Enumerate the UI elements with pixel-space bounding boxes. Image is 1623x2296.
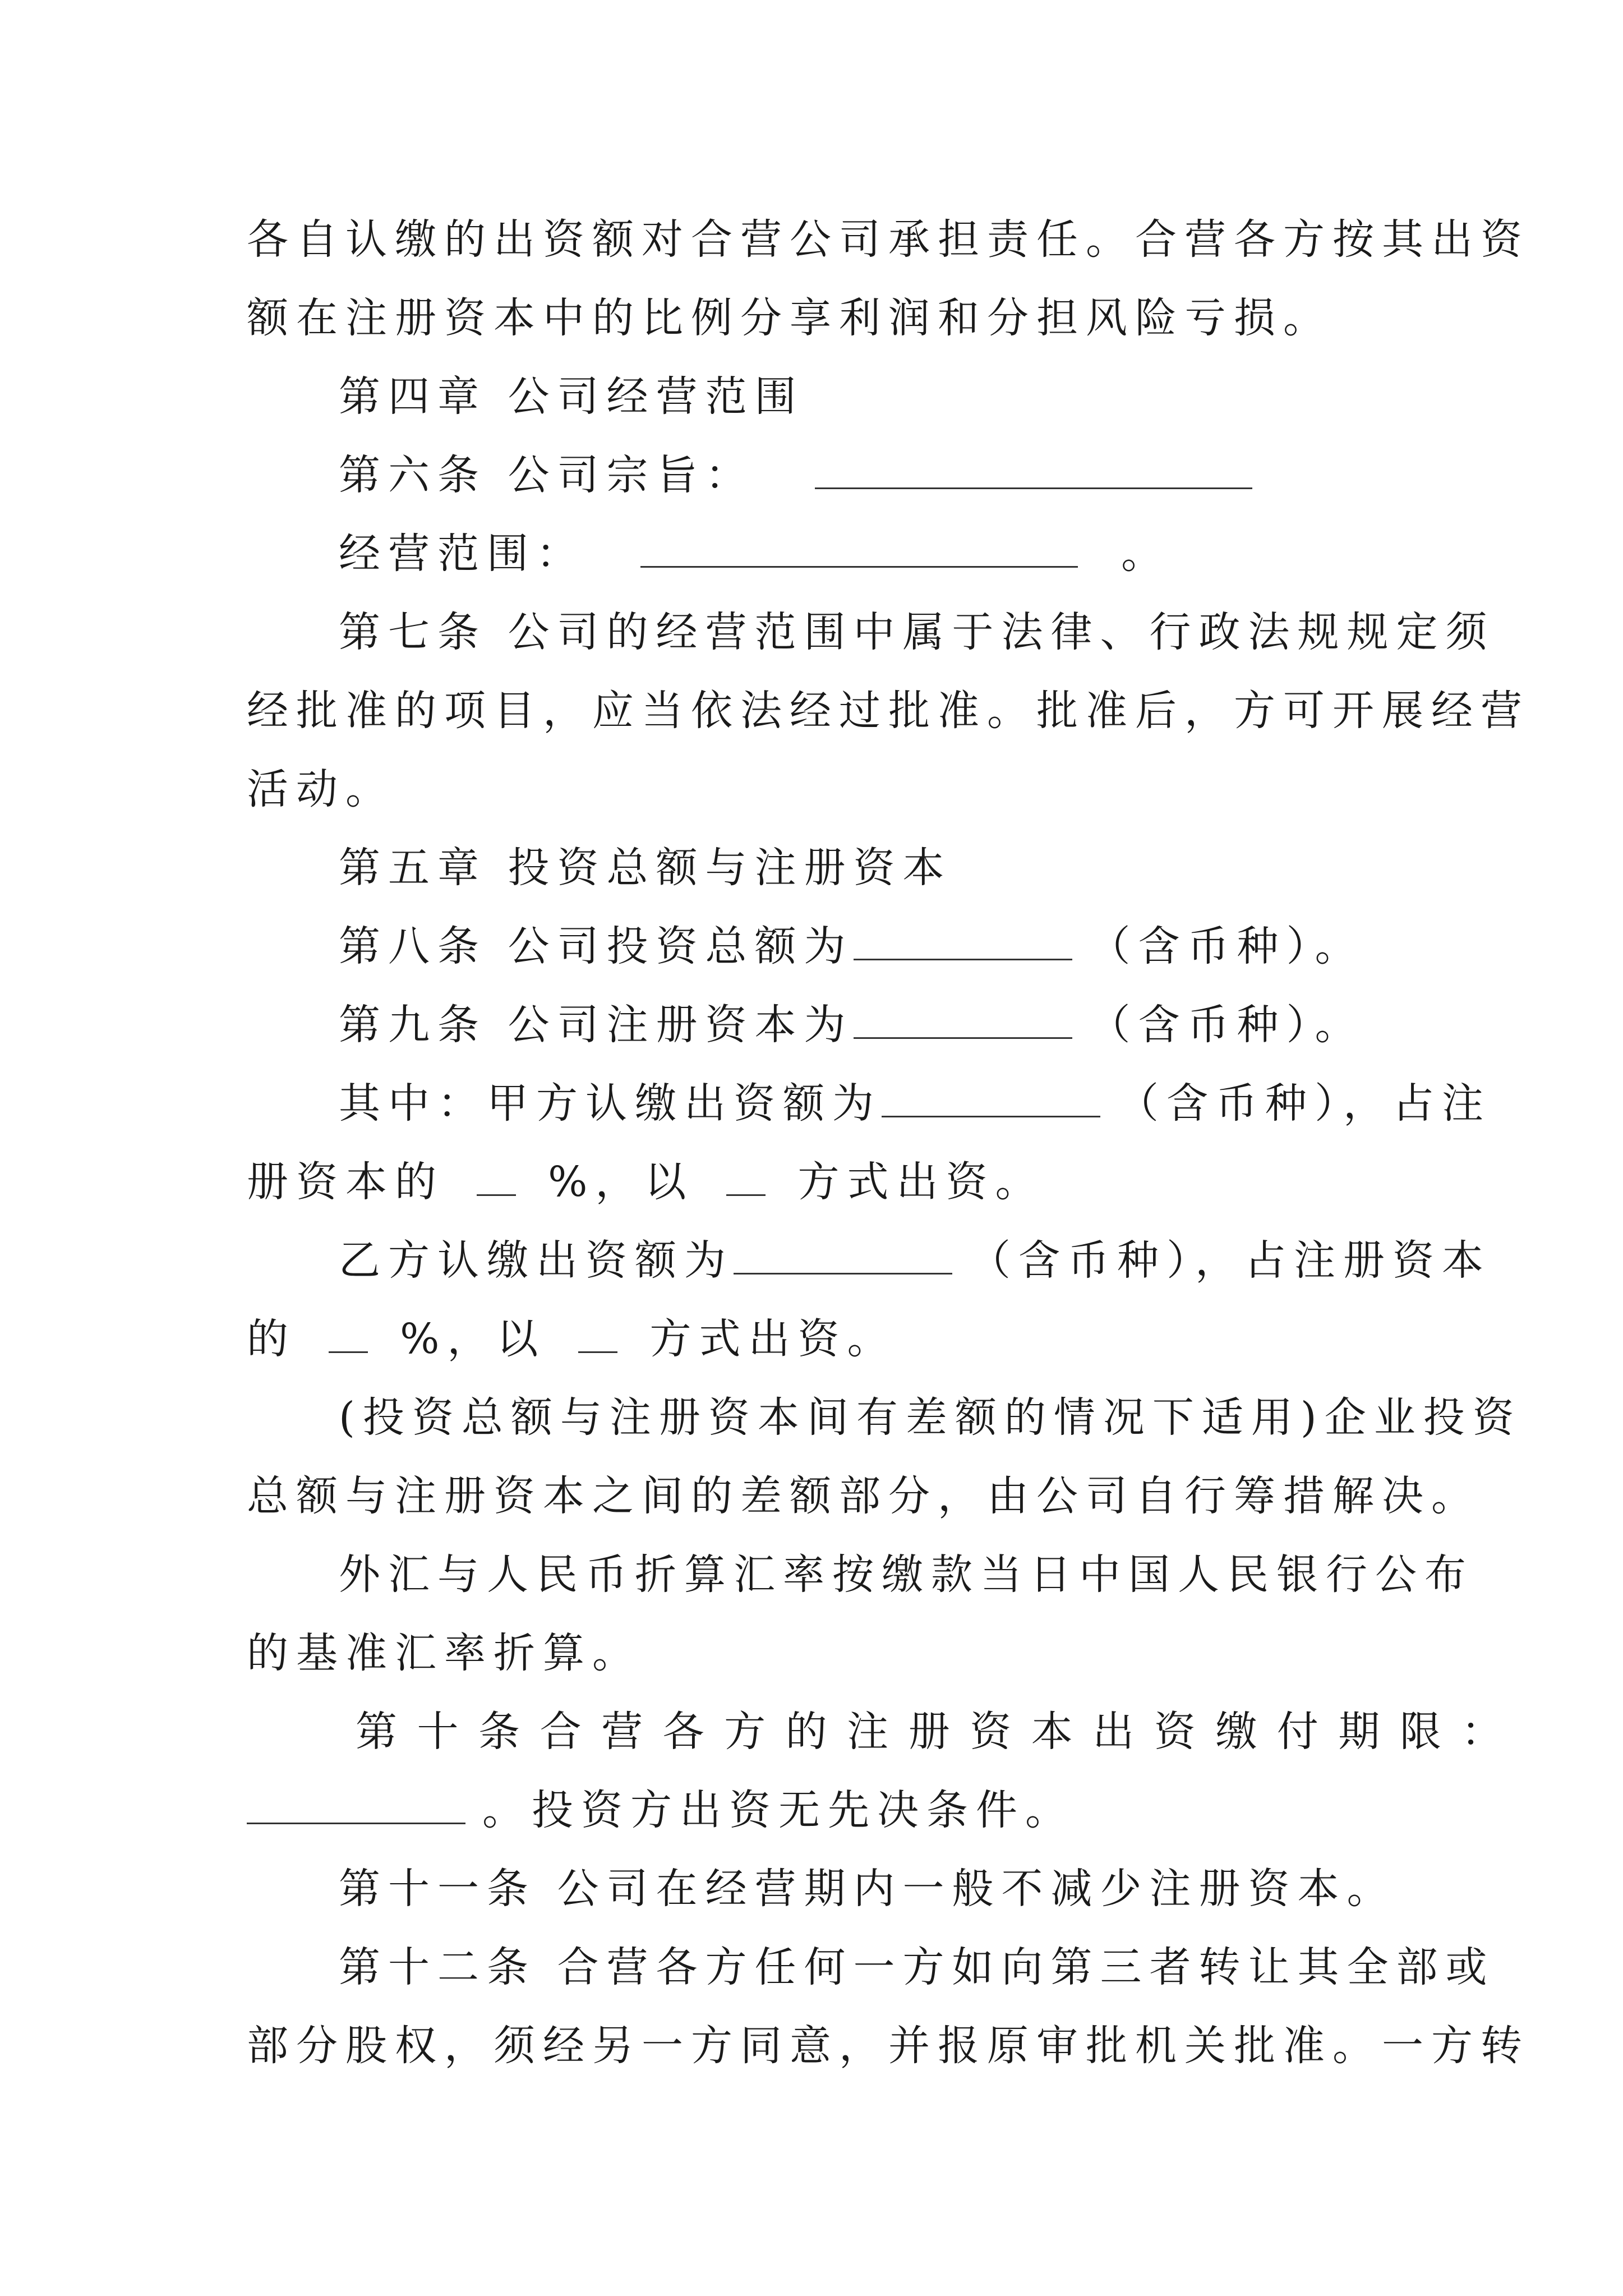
currency-note: （含币种）。 — [1089, 922, 1364, 970]
blank-field — [882, 1076, 1100, 1117]
paragraph-line: 活动。 — [247, 765, 395, 813]
field-label: %，以 — [400, 1315, 546, 1363]
currency-note: （含币种），占注册资本 — [969, 1236, 1491, 1285]
blank-field — [734, 1234, 952, 1274]
blank-field — [854, 919, 1072, 960]
article-label: 第六条 公司宗旨： — [339, 451, 755, 499]
blank-field — [578, 1312, 617, 1353]
currency-note: （含币种），占注 — [1117, 1079, 1491, 1128]
blank-field — [329, 1312, 368, 1353]
field-label: %，以 — [548, 1158, 694, 1206]
blank-field — [854, 998, 1072, 1039]
article-label: 第八条 公司投资总额为 — [339, 922, 854, 970]
paragraph-line: 额在注册资本中的比例分享利润和分担风险亏损。 — [247, 294, 1332, 342]
field-label: 乙方认缴出资额为 — [339, 1236, 734, 1285]
paragraph-line: (投资总额与注册资本间有差额的情况下适用)企业投资 — [339, 1393, 1522, 1442]
paragraph-line: 各自认缴的出资额对合营公司承担责任。合营各方按其出资 — [247, 215, 1530, 264]
article-line: 第 十 条 合 营 各 方 的 注 册 资 本 出 资 缴 付 期 限 ： — [356, 1708, 1506, 1756]
paragraph-line: 经批准的项目，应当依法经过批准。批准后，方可开展经营 — [247, 687, 1530, 735]
blank-field — [640, 527, 1078, 568]
article-line — [339, 447, 1391, 503]
blank-field — [726, 1155, 766, 1196]
article-line — [339, 1232, 1491, 1289]
field-label: 经营范围： — [339, 530, 585, 578]
field-label: 。投资方出资无先决条件。 — [482, 1786, 1075, 1834]
currency-note: （含币种）。 — [1089, 1001, 1364, 1049]
paragraph-line — [247, 1311, 1391, 1367]
chapter-heading: 第四章 公司经营范围 — [339, 372, 804, 421]
article-label: 第九条 公司注册资本为 — [339, 1001, 854, 1049]
paragraph-line: 总额与注册资本之间的差额部分，由公司自行筹措解决。 — [247, 1472, 1481, 1520]
article-line: 第十二条 合营各方任何一方如向第三者转让其全部或 — [339, 1943, 1495, 1991]
article-line — [339, 526, 1391, 582]
field-label: 方式出资。 — [797, 1158, 1045, 1206]
punctuation: 。 — [1121, 530, 1171, 578]
article-line — [247, 1782, 1391, 1838]
paragraph-line: 第七条 公司的经营范围中属于法律、行政法规规定须 — [339, 608, 1495, 656]
blank-field — [477, 1155, 516, 1196]
blank-field — [815, 448, 1252, 489]
paragraph-line — [247, 1154, 1391, 1210]
field-label: 方式出资。 — [649, 1315, 897, 1363]
blank-field — [247, 1783, 465, 1824]
paragraph-line: 外汇与人民币折算汇率按缴款当日中国人民银行公布 — [339, 1550, 1474, 1599]
article-line — [339, 918, 1391, 974]
article-line — [339, 1075, 1491, 1131]
field-label: 其中：甲方认缴出资额为 — [339, 1079, 882, 1128]
paragraph-line: 的基准汇率折算。 — [247, 1629, 642, 1677]
field-label: 册资本的 — [247, 1158, 444, 1206]
article-line — [339, 997, 1391, 1053]
article-line: 第十一条 公司在经营期内一般不减少注册资本。 — [339, 1865, 1396, 1913]
chapter-heading: 第五章 投资总额与注册资本 — [339, 844, 952, 892]
field-label: 的 — [247, 1315, 296, 1363]
paragraph-line: 部分股权，须经另一方同意，并报原审批机关批准。一方转 — [247, 2022, 1530, 2070]
